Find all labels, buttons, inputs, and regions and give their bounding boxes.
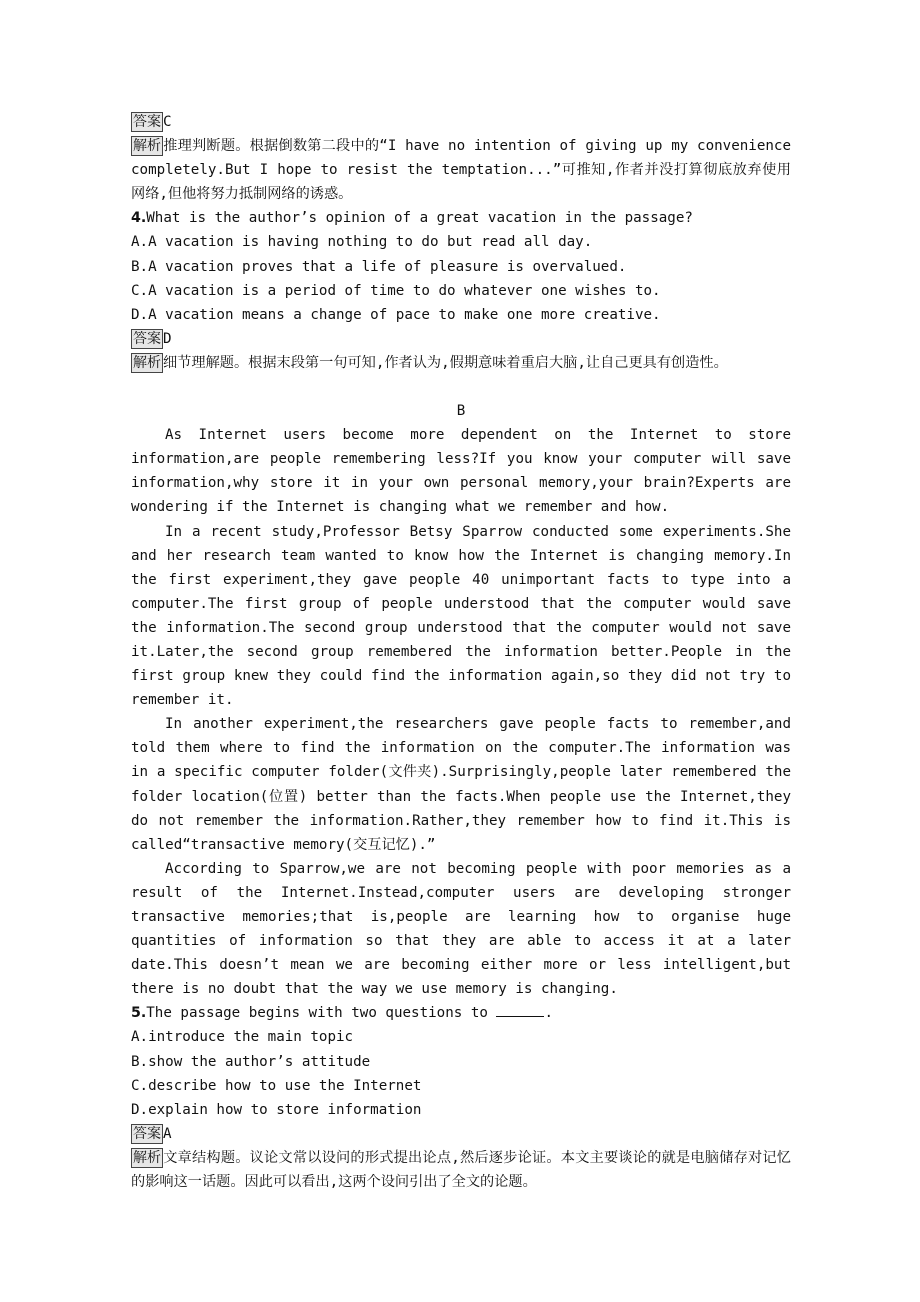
q5-stem-text: The passage begins with two questions to — [146, 1005, 488, 1022]
q3-analysis-text: 推理判断题。根据倒数第二段中的“I have no intention of giving up my convenience completely.But I hope to resist the temptation...”可推知,作者并没打算彻底放弃使用网络,但他将努力抵制网络的诱惑。 — [131, 138, 791, 203]
q4-answer-line — [131, 327, 791, 351]
answer-tag: 答案 — [133, 330, 161, 347]
q4-stem — [131, 206, 791, 230]
q5-option-c: C.describe how to use the Internet — [131, 1077, 422, 1094]
analysis-tag: 解析 — [133, 138, 161, 155]
section-b-title: B — [456, 403, 466, 420]
analysis-tag: 解析 — [133, 354, 161, 371]
q4-option-b: B.A vacation proves that a life of pleasure is overvalued. — [131, 258, 627, 275]
q4-option-a: A.A vacation is having nothing to do but read all day. — [131, 234, 593, 251]
answer-tag: 答案 — [133, 114, 161, 130]
q4-stem-text: What is the author’s opinion of a great vacation in the passage? — [146, 210, 693, 227]
q5-stem-end: . — [544, 1005, 554, 1022]
q4-analysis-text: 细节理解题。根据末段第一句可知,作者认为,假期意味着重启大脑,让自己更具有创造性。 — [163, 354, 728, 371]
q5-option-d: D.explain how to store information — [131, 1101, 422, 1118]
document-page — [131, 110, 791, 1194]
q3-analysis — [131, 134, 791, 206]
q5-option-b: B.show the author’s attitude — [131, 1053, 371, 1070]
q4-option-c: C.A vacation is a period of time to do whatever one wishes to. — [131, 282, 661, 299]
passage-paragraph-3: In another experiment,the researchers gave people facts to remember,and told them where to find the information on the computer.The information was in a specific computer folder(文件夹).Surprisingly,people later remembered the folder location(位置) better than the facts.When people use the Internet,they do not remember the information.Rather,they remember how to find it.This is called“transactive memory(交互记忆).” — [131, 716, 791, 853]
q5-option-a: A.introduce the main topic — [131, 1029, 354, 1046]
passage-paragraph-1: As Internet users become more dependent on the Internet to store information,are people remembering less?If you know your computer will save information,why store it in your own personal memory,your brain?Experts are wondering if the Internet is changing what we remember and how. — [131, 427, 791, 516]
q3-answer-line — [131, 110, 791, 134]
q4-answer: D — [163, 330, 172, 347]
q5-stem — [131, 1001, 791, 1025]
q5-answer-line — [131, 1122, 791, 1146]
q3-answer: C — [163, 114, 172, 130]
q4-number: 4. — [131, 210, 147, 227]
q4-analysis — [131, 351, 791, 375]
q5-analysis — [131, 1146, 791, 1194]
answer-blank — [496, 1002, 544, 1017]
q4-option-d: D.A vacation means a change of pace to make one more creative. — [131, 306, 661, 323]
q5-analysis-text: 文章结构题。议论文常以设问的形式提出论点,然后逐步论证。本文主要谈论的就是电脑储存对记忆的影响这一话题。因此可以看出,这两个设问引出了全文的论题。 — [131, 1149, 791, 1191]
analysis-tag: 解析 — [133, 1149, 161, 1166]
q5-number: 5. — [131, 1005, 147, 1022]
passage-paragraph-4: According to Sparrow,we are not becoming people with poor memories as a result of the Internet.Instead,computer users are developing stronger transactive memories;that is,people are learning how to organise huge quantities of information so that they are able to access it at a later date.This doesn’t mean we are becoming either more or less intelligent,but there is no doubt that the way we use memory is changing. — [131, 860, 791, 998]
q5-answer: A — [163, 1125, 172, 1142]
passage-paragraph-2: In a recent study,Professor Betsy Sparrow conducted some experiments.She and her research team wanted to know how the Internet is changing memory.In the first experiment,they gave people 40 unimportant facts to type into a computer.The first group of people understood that the computer would save the information.The second group understood that the computer would not save it.Later,the second group remembered the information better.People in the first group knew they could find the information again,so they did not try to remember it. — [131, 523, 791, 709]
answer-tag: 答案 — [133, 1125, 161, 1142]
